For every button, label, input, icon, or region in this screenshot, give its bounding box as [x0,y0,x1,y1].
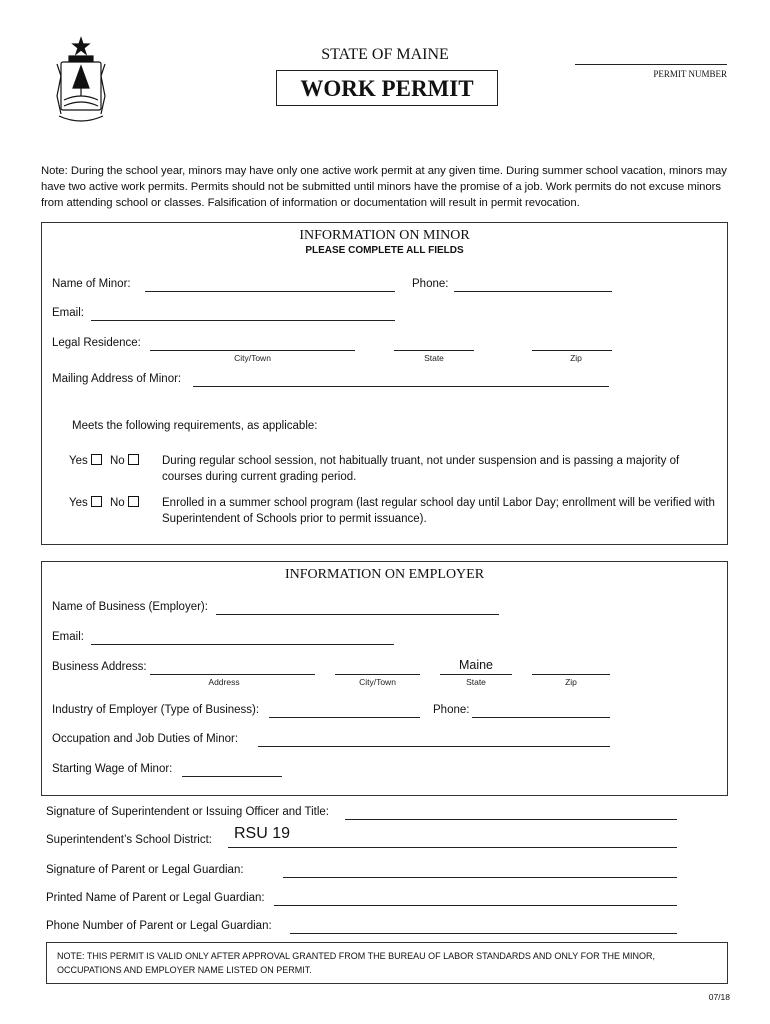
parent-printed-name-field[interactable] [274,905,677,906]
residence-city-field[interactable] [150,350,355,351]
employer-phone-label: Phone: [433,704,470,716]
superintendent-signature-field[interactable] [345,819,677,820]
employer-email-label: Email: [52,631,84,643]
industry-field[interactable] [269,717,420,718]
permit-number-label: PERMIT NUMBER [653,69,727,79]
req1-no-checkbox[interactable] [128,454,139,465]
superintendent-signature-label: Signature of Superintendent or Issuing Officer and Title: [46,806,329,818]
req2-no-checkbox[interactable] [128,496,139,507]
mailing-address-label: Mailing Address of Minor: [52,373,182,385]
name-of-minor-label: Name of Minor: [52,278,131,290]
starting-wage-field[interactable] [182,776,282,777]
business-zip-field[interactable] [532,674,610,675]
employer-phone-field[interactable] [472,717,610,718]
req1-yes-checkbox[interactable] [91,454,102,465]
name-of-minor-field[interactable] [145,291,395,292]
req2-no [110,496,139,509]
occupation-field[interactable] [258,746,610,747]
mailing-address-field[interactable] [193,386,609,387]
legal-residence-label: Legal Residence: [52,337,141,349]
requirement-2-text: Enrolled in a summer school program (last regular school day until Labor Day; enrollment will be verified with Superintendent of Schools prior to permit issuance). [162,497,715,525]
parent-phone-label: Phone Number of Parent or Legal Guardian: [46,920,272,932]
footer-note: NOTE: THIS PERMIT IS VALID ONLY AFTER APPROVAL GRANTED FROM THE BUREAU OF LABOR STANDARDS AND ONLY FOR THE MINOR, OCCUPATIONS AND EMPLOYER NAME LISTED ON PERMIT. [57,951,655,975]
parent-phone-field[interactable] [290,933,677,934]
residence-state-field[interactable] [394,350,474,351]
minor-phone-field[interactable] [454,291,612,292]
minor-section-title: INFORMATION ON MINOR [299,228,470,243]
parent-printed-name-label: Printed Name of Parent or Legal Guardian: [46,892,265,904]
req2-yes-checkbox[interactable] [91,496,102,507]
req1-yes-label: Yes [69,455,88,467]
employer-email-field[interactable] [91,644,394,645]
req1-no [110,454,139,467]
residence-state-caption: State [424,353,444,363]
business-state-caption: State [466,677,486,687]
school-district-field[interactable] [228,847,677,848]
business-state-field[interactable] [440,674,512,675]
business-address-field[interactable] [150,674,315,675]
permit-number-field[interactable] [575,64,727,65]
form-title: WORK PERMIT [276,70,498,106]
minor-phone-label: Phone: [412,278,449,290]
residence-zip-field[interactable] [532,350,612,351]
business-address-caption: Address [208,677,240,687]
employer-section-title: INFORMATION ON EMPLOYER [284,567,485,582]
requirements-intro: Meets the following requirements, as applicable: [72,420,318,432]
intro-note: Note: During the school year, minors may have only one active work permit at any given time. During summer school vacation, minors may have two active work permits. Permits should not be submitted until minors have the promise of a job. Work permits do not excuse minors from attending school or classes. Falsification of information or documentation will result in permit revocation. [41,165,727,209]
state-seal-icon [55,36,107,124]
req2-yes-label: Yes [69,497,88,509]
business-zip-caption: Zip [565,677,577,687]
parent-signature-field[interactable] [283,877,677,878]
business-state-value: Maine [458,658,494,672]
industry-label: Industry of Employer (Type of Business): [52,704,260,716]
req2-yes [69,496,102,509]
occupation-label: Occupation and Job Duties of Minor: [52,733,239,745]
minor-email-label: Email: [52,307,84,319]
parent-signature-label: Signature of Parent or Legal Guardian: [46,864,244,876]
business-name-field[interactable] [216,614,499,615]
business-city-field[interactable] [335,674,420,675]
req1-yes [69,454,102,467]
residence-zip-caption: Zip [570,353,582,363]
business-city-caption: City/Town [359,677,396,687]
revision-date: 07/18 [708,992,730,1002]
school-district-value: RSU 19 [234,825,291,842]
residence-city-caption: City/Town [234,353,271,363]
starting-wage-label: Starting Wage of Minor: [52,763,173,775]
req1-no-label: No [110,455,125,467]
requirement-1-text: During regular school session, not habitually truant, not under suspension and is passing a majority of courses during current grading period. [162,455,680,483]
minor-section-subtitle: PLEASE COMPLETE ALL FIELDS [305,245,464,256]
business-name-label: Name of Business (Employer): [52,601,208,613]
state-heading: STATE OF MAINE [321,46,449,63]
business-address-label: Business Address: [52,661,147,673]
minor-email-field[interactable] [91,320,395,321]
req2-no-label: No [110,497,125,509]
school-district-label: Superintendent’s School District: [46,834,212,846]
